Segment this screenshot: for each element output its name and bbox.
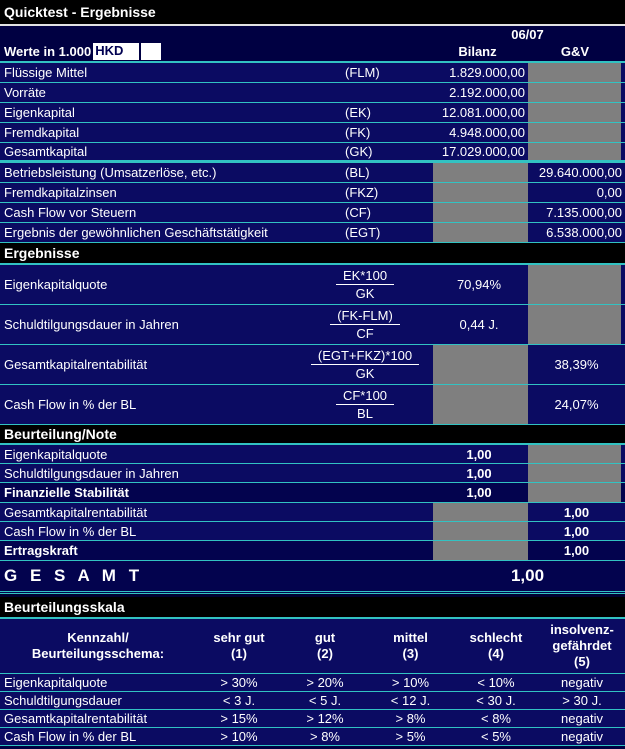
bilanz-locked-cell (430, 203, 528, 222)
grade-number: (3) (402, 646, 419, 661)
result-row (0, 345, 625, 385)
threshold-cell: < 30 J. (476, 693, 516, 708)
grade-number: (5) (574, 654, 590, 669)
table-row (0, 123, 625, 143)
gesamt-row (0, 561, 625, 594)
currency-input-cell[interactable]: HKD (93, 43, 139, 60)
formula-fraction (300, 308, 430, 341)
row-label: Ertragskraft (4, 543, 78, 558)
skala-header-label-line1: Kennzahl/ (67, 630, 129, 645)
table-row (0, 163, 625, 183)
table-row (0, 183, 625, 203)
row-code: (EK) (345, 105, 371, 120)
row-label: Vorräte (4, 85, 46, 100)
skala-header-col2 (282, 619, 368, 673)
bilanz-value-cell[interactable]: 2.192.000,00 (449, 85, 525, 100)
formula-denominator: GK (355, 286, 375, 301)
skala-row (0, 674, 625, 692)
row-label: Eigenkapitalquote (4, 675, 108, 690)
section-bar-beurteilung (0, 425, 625, 445)
skala-row (0, 692, 625, 710)
row-label: Finanzielle Stabilität (4, 485, 129, 500)
formula-denominator: GK (355, 366, 375, 381)
result-row (0, 305, 625, 345)
threshold-cell: < 5% (481, 729, 511, 744)
grade-name: gut (314, 630, 336, 645)
gv-value-cell[interactable]: 6.538.000,00 (546, 225, 622, 240)
period-label: 06/07 (511, 27, 544, 42)
grade-name-line2: gefährdet (552, 638, 612, 653)
gv-locked-cell (528, 464, 625, 482)
sheet-title-bar (0, 0, 625, 26)
note-value-cell: 1,00 (563, 504, 590, 520)
skala-header-col4 (453, 619, 539, 673)
note-row (0, 445, 625, 464)
formula-numerator: (FK-FLM) (330, 308, 400, 325)
threshold-cell: > 5% (395, 729, 426, 744)
note-row-summary (0, 483, 625, 503)
formula-fraction (300, 268, 430, 301)
threshold-cell: negativ (561, 711, 603, 726)
note-value-cell: 1,00 (466, 465, 492, 481)
threshold-cell: > 20% (306, 675, 344, 690)
note-value-cell: 1,00 (466, 446, 492, 462)
formula-denominator: CF (356, 326, 374, 341)
gv-locked-cell (528, 445, 625, 463)
bilanz-value-cell[interactable]: 12.081.000,00 (441, 105, 525, 120)
row-code: (GK) (345, 144, 373, 159)
note-value-cell: 1,00 (466, 485, 492, 500)
skala-header-col3 (368, 619, 453, 673)
row-label: Cash Flow in % der BL (4, 523, 137, 539)
grade-name: mittel (393, 630, 428, 645)
gv-locked-cell (528, 483, 625, 502)
grade-name: sehr gut (213, 630, 265, 645)
column-header-gv: G&V (560, 44, 590, 59)
row-code: (FKZ) (345, 185, 379, 200)
threshold-cell: < 12 J. (390, 693, 431, 708)
threshold-cell: < 10% (477, 675, 515, 690)
row-label: Betriebsleistung (Umsatzerlöse, etc.) (4, 165, 217, 180)
row-label: Cash Flow in % der BL (4, 397, 137, 412)
threshold-cell: < 8% (481, 711, 511, 726)
formula-fraction (300, 348, 430, 381)
section-bar-ergebnisse (0, 243, 625, 265)
result-value-cell: 38,39% (554, 357, 599, 372)
grade-number: (4) (488, 646, 504, 661)
gesamt-value: 1,00 (510, 566, 545, 585)
skala-header-col1 (196, 619, 282, 673)
note-value-cell: 1,00 (563, 543, 590, 558)
bilanz-locked-cell (430, 183, 528, 202)
gv-locked-cell (528, 143, 625, 160)
grade-name: insolvenz- (550, 622, 614, 637)
threshold-cell: > 15% (220, 711, 258, 726)
bilanz-locked-cell (430, 522, 528, 540)
currency-input-spare-cell[interactable] (141, 43, 161, 60)
gv-locked-cell (528, 305, 625, 344)
gv-locked-cell (528, 265, 625, 304)
threshold-cell: < 3 J. (222, 693, 256, 708)
row-label: Gesamtkapitalrentabilität (4, 504, 148, 520)
row-label: Fremdkapitalzinsen (4, 185, 117, 200)
skala-header-label-line2: Beurteilungsschema: (31, 646, 165, 661)
grade-name: schlecht (469, 630, 523, 645)
result-row (0, 265, 625, 305)
row-label: Schuldtilgungsdauer in Jahren (4, 317, 179, 332)
row-label: Gesamtkapitalrentabilität (4, 711, 148, 726)
table-row (0, 83, 625, 103)
gv-locked-cell (528, 123, 625, 142)
skala-row (0, 710, 625, 728)
note-value-cell: 1,00 (563, 523, 590, 539)
threshold-cell: > 8% (395, 711, 426, 726)
result-value-cell: 0,44 J. (459, 317, 499, 332)
threshold-cell: negativ (561, 729, 603, 744)
row-label: Fremdkapital (4, 125, 80, 140)
note-row-summary (0, 541, 625, 561)
row-code: (EGT) (345, 225, 381, 240)
gv-value-cell[interactable]: 0,00 (596, 185, 622, 200)
threshold-cell: > 10% (391, 675, 430, 690)
threshold-cell: > 10% (220, 729, 258, 744)
row-label: Cash Flow vor Steuern (4, 205, 137, 220)
row-code: (FK) (345, 125, 371, 140)
gv-value-cell[interactable]: 7.135.000,00 (546, 205, 622, 220)
threshold-cell: negativ (561, 675, 603, 690)
unit-label-block (0, 43, 430, 60)
row-label: Ergebnis der gewöhnlichen Geschäftstätigkeit (4, 225, 268, 240)
column-header-bilanz: Bilanz (458, 44, 497, 59)
gv-locked-cell (528, 83, 625, 102)
section-title: Beurteilung/Note (4, 426, 117, 442)
unit-label: Werte in 1.000 (4, 44, 92, 59)
bilanz-value-cell[interactable]: 4.948.000,00 (449, 125, 525, 140)
row-label: Schuldtilgungsdauer in Jahren (4, 465, 179, 481)
note-row (0, 503, 625, 522)
bilanz-value-cell[interactable]: 17.029.000,00 (441, 144, 525, 159)
result-value-cell: 24,07% (554, 397, 599, 412)
table-row (0, 103, 625, 123)
threshold-cell: > 8% (310, 729, 340, 744)
row-label: Gesamtkapital (4, 144, 88, 159)
bilanz-value-cell[interactable]: 1.829.000,00 (449, 65, 525, 80)
skala-header-col5 (539, 619, 625, 673)
section-bar-skala (0, 597, 625, 619)
row-label: Gesamtkapitalrentabilität (4, 357, 148, 372)
sheet-title: Quicktest - Ergebnisse (4, 4, 156, 20)
bilanz-locked-cell (430, 541, 528, 560)
table-row (0, 143, 625, 163)
gv-locked-cell (528, 103, 625, 122)
formula-numerator: EK*100 (336, 268, 394, 285)
gv-value-cell[interactable]: 29.640.000,00 (538, 165, 622, 180)
gesamt-label: G E S A M T (4, 566, 144, 585)
section-title: Ergebnisse (4, 245, 80, 261)
row-label: Schuldtilgungsdauer (4, 693, 122, 708)
bilanz-locked-cell (430, 503, 528, 521)
row-label: Eigenkapital (4, 105, 75, 120)
row-code: (BL) (345, 165, 370, 180)
bilanz-locked-cell (430, 385, 528, 424)
threshold-cell: > 30 J. (562, 693, 602, 708)
table-header (0, 26, 625, 63)
row-label: Eigenkapitalquote (4, 446, 108, 462)
skala-header-row (0, 619, 625, 674)
table-row (0, 203, 625, 223)
table-row (0, 223, 625, 243)
skala-header-label (0, 619, 196, 673)
bilanz-locked-cell (430, 345, 528, 384)
result-row (0, 385, 625, 425)
formula-numerator: (EGT+FKZ)*100 (311, 348, 419, 365)
table-row (0, 63, 625, 83)
threshold-cell: > 30% (220, 675, 258, 690)
formula-fraction (300, 388, 430, 421)
grade-number: (1) (231, 646, 247, 661)
note-row (0, 522, 625, 541)
row-label: Cash Flow in % der BL (4, 729, 137, 744)
formula-numerator: CF*100 (336, 388, 394, 405)
grade-number: (2) (317, 646, 333, 661)
row-code: (FLM) (345, 65, 380, 80)
result-value-cell: 70,94% (456, 277, 502, 292)
formula-denominator: BL (357, 406, 373, 421)
row-label: Eigenkapitalquote (4, 277, 108, 292)
skala-row (0, 728, 625, 746)
bilanz-locked-cell (430, 223, 528, 242)
section-title: Beurteilungsskala (4, 599, 125, 615)
gv-locked-cell (528, 63, 625, 82)
note-row (0, 464, 625, 483)
threshold-cell: < 5 J. (308, 693, 342, 708)
threshold-cell: > 12% (306, 711, 344, 726)
row-code: (CF) (345, 205, 371, 220)
row-label: Flüssige Mittel (4, 65, 88, 80)
bilanz-locked-cell (430, 163, 528, 182)
